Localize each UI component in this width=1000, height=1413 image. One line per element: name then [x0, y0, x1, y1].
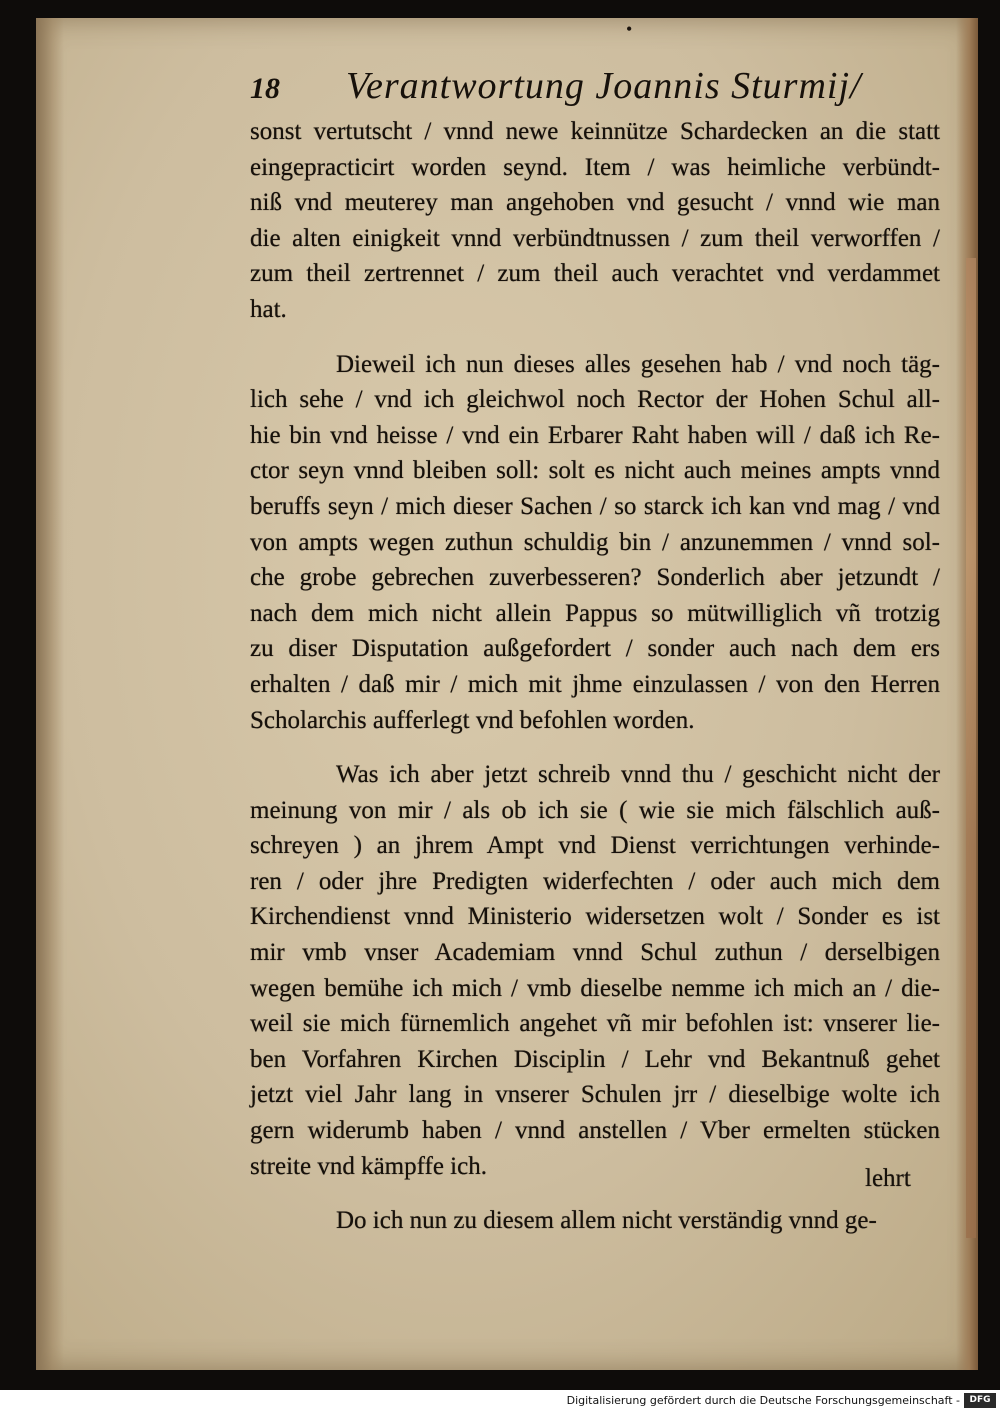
- text-line: die alten einigkeit vnnd verbündtnussen / zum theil verworffen /: [250, 224, 940, 252]
- text-line: sonst vertutscht / vnnd newe keinnütze Schardecken an die statt: [250, 118, 940, 145]
- text-line: ren / oder jhre Predigten widerfechten / oder auch mich dem: [250, 867, 940, 895]
- paragraph: [250, 114, 940, 328]
- running-title: Verantwortung Joannis Sturmij/: [346, 65, 862, 107]
- text-line: eingepracticirt worden seynd. Item / was heimliche verbündt-: [250, 153, 940, 181]
- dfg-logo: DFG: [964, 1393, 996, 1408]
- text-line: weil sie mich fürnemlich angehet vñ mir befohlen ist: vnserer lie-: [250, 1010, 940, 1038]
- text-line: mir vmb vnser Academiam vnnd Schul zuthun / derselbigen: [250, 939, 940, 967]
- catchword: lehrt: [865, 1165, 911, 1192]
- paragraph: [250, 757, 940, 1184]
- text-line: Scholarchis aufferlegt vnd befohlen worden.: [250, 706, 695, 734]
- text-line: che grobe gebrechen zuverbesseren? Sonderlich aber jetzundt /: [250, 564, 940, 592]
- text-line: Dieweil ich nun dieses alles gesehen hab / vnd noch täg-: [336, 350, 940, 378]
- text-line: Kirchendienst vnnd Ministerio widersetzen wolt / Sonder es ist: [250, 903, 940, 931]
- paragraph: [250, 1203, 940, 1239]
- text-line: erhalten / daß mir / mich mit jhme einzulassen / von den Herren: [250, 670, 940, 698]
- funding-credit: Digitalisierung gefördert durch die Deutsche Forschungsgemeinschaft -: [566, 1394, 960, 1407]
- text-line: zum theil zertrennet / zum theil auch verachtet vnd verdammet: [250, 260, 940, 288]
- text-line: ctor seyn vnnd bleiben soll: solt es nicht auch meines ampts vnnd: [250, 457, 940, 485]
- text-line: schreyen ) an jhrem Ampt vnd Dienst verrichtungen verhinde-: [250, 832, 940, 860]
- text-line: lich sehe / vnd ich gleichwol noch Rector der Hohen Schul all-: [250, 386, 940, 414]
- text-line: jetzt viel Jahr lang in vnserer Schulen jrr / dieselbige wolte ich: [250, 1081, 940, 1109]
- text-line: hat.: [250, 295, 287, 323]
- body-text: [250, 114, 940, 1239]
- text-line: Was ich aber jetzt schreib vnnd thu / geschicht nicht der: [336, 761, 940, 789]
- text-line: streite vnd kämpffe ich.: [250, 1152, 487, 1180]
- text-line: zu diser Disputation außgefordert / sonder auch nach dem ers: [250, 635, 940, 663]
- text-line: ben Vorfahren Kirchen Disciplin / Lehr vnd Bekantnuß gehet: [250, 1045, 940, 1073]
- page-gutter-shadow: [36, 18, 64, 1370]
- page-number: 18: [250, 72, 280, 105]
- text-line: nach dem mich nicht allein Pappus so mütwilliglich vñ trotzig: [250, 599, 940, 627]
- text-line: hie bin vnd heisse / vnd ein Erbarer Raht haben will / daß ich Re-: [250, 421, 940, 449]
- text-line: Do ich nun zu diesem allem nicht verständig vnnd ge-: [336, 1207, 877, 1235]
- top-mark: •: [626, 19, 633, 39]
- binding-strip: [966, 258, 976, 1238]
- text-line: gern widerumb haben / vnnd anstellen / Vber ermelten stücken: [250, 1117, 940, 1145]
- text-line: niß vnd meuterey man angehoben vnd gesucht / vnnd wie man: [250, 189, 940, 217]
- footer-bar: [0, 1390, 1000, 1413]
- paragraph: [250, 347, 940, 739]
- text-line: von ampts wegen zuthun schuldig bin / anzunemmen / vnnd sol-: [250, 528, 940, 556]
- text-line: meinung von mir / als ob ich sie ( wie sie mich fälschlich auß-: [250, 796, 940, 824]
- text-line: beruffs seyn / mich dieser Sachen / so starck ich kan vnd mag / vnd: [250, 492, 940, 520]
- text-line: wegen bemühe ich mich / vmb dieselbe nemme ich mich an / die-: [250, 974, 940, 1002]
